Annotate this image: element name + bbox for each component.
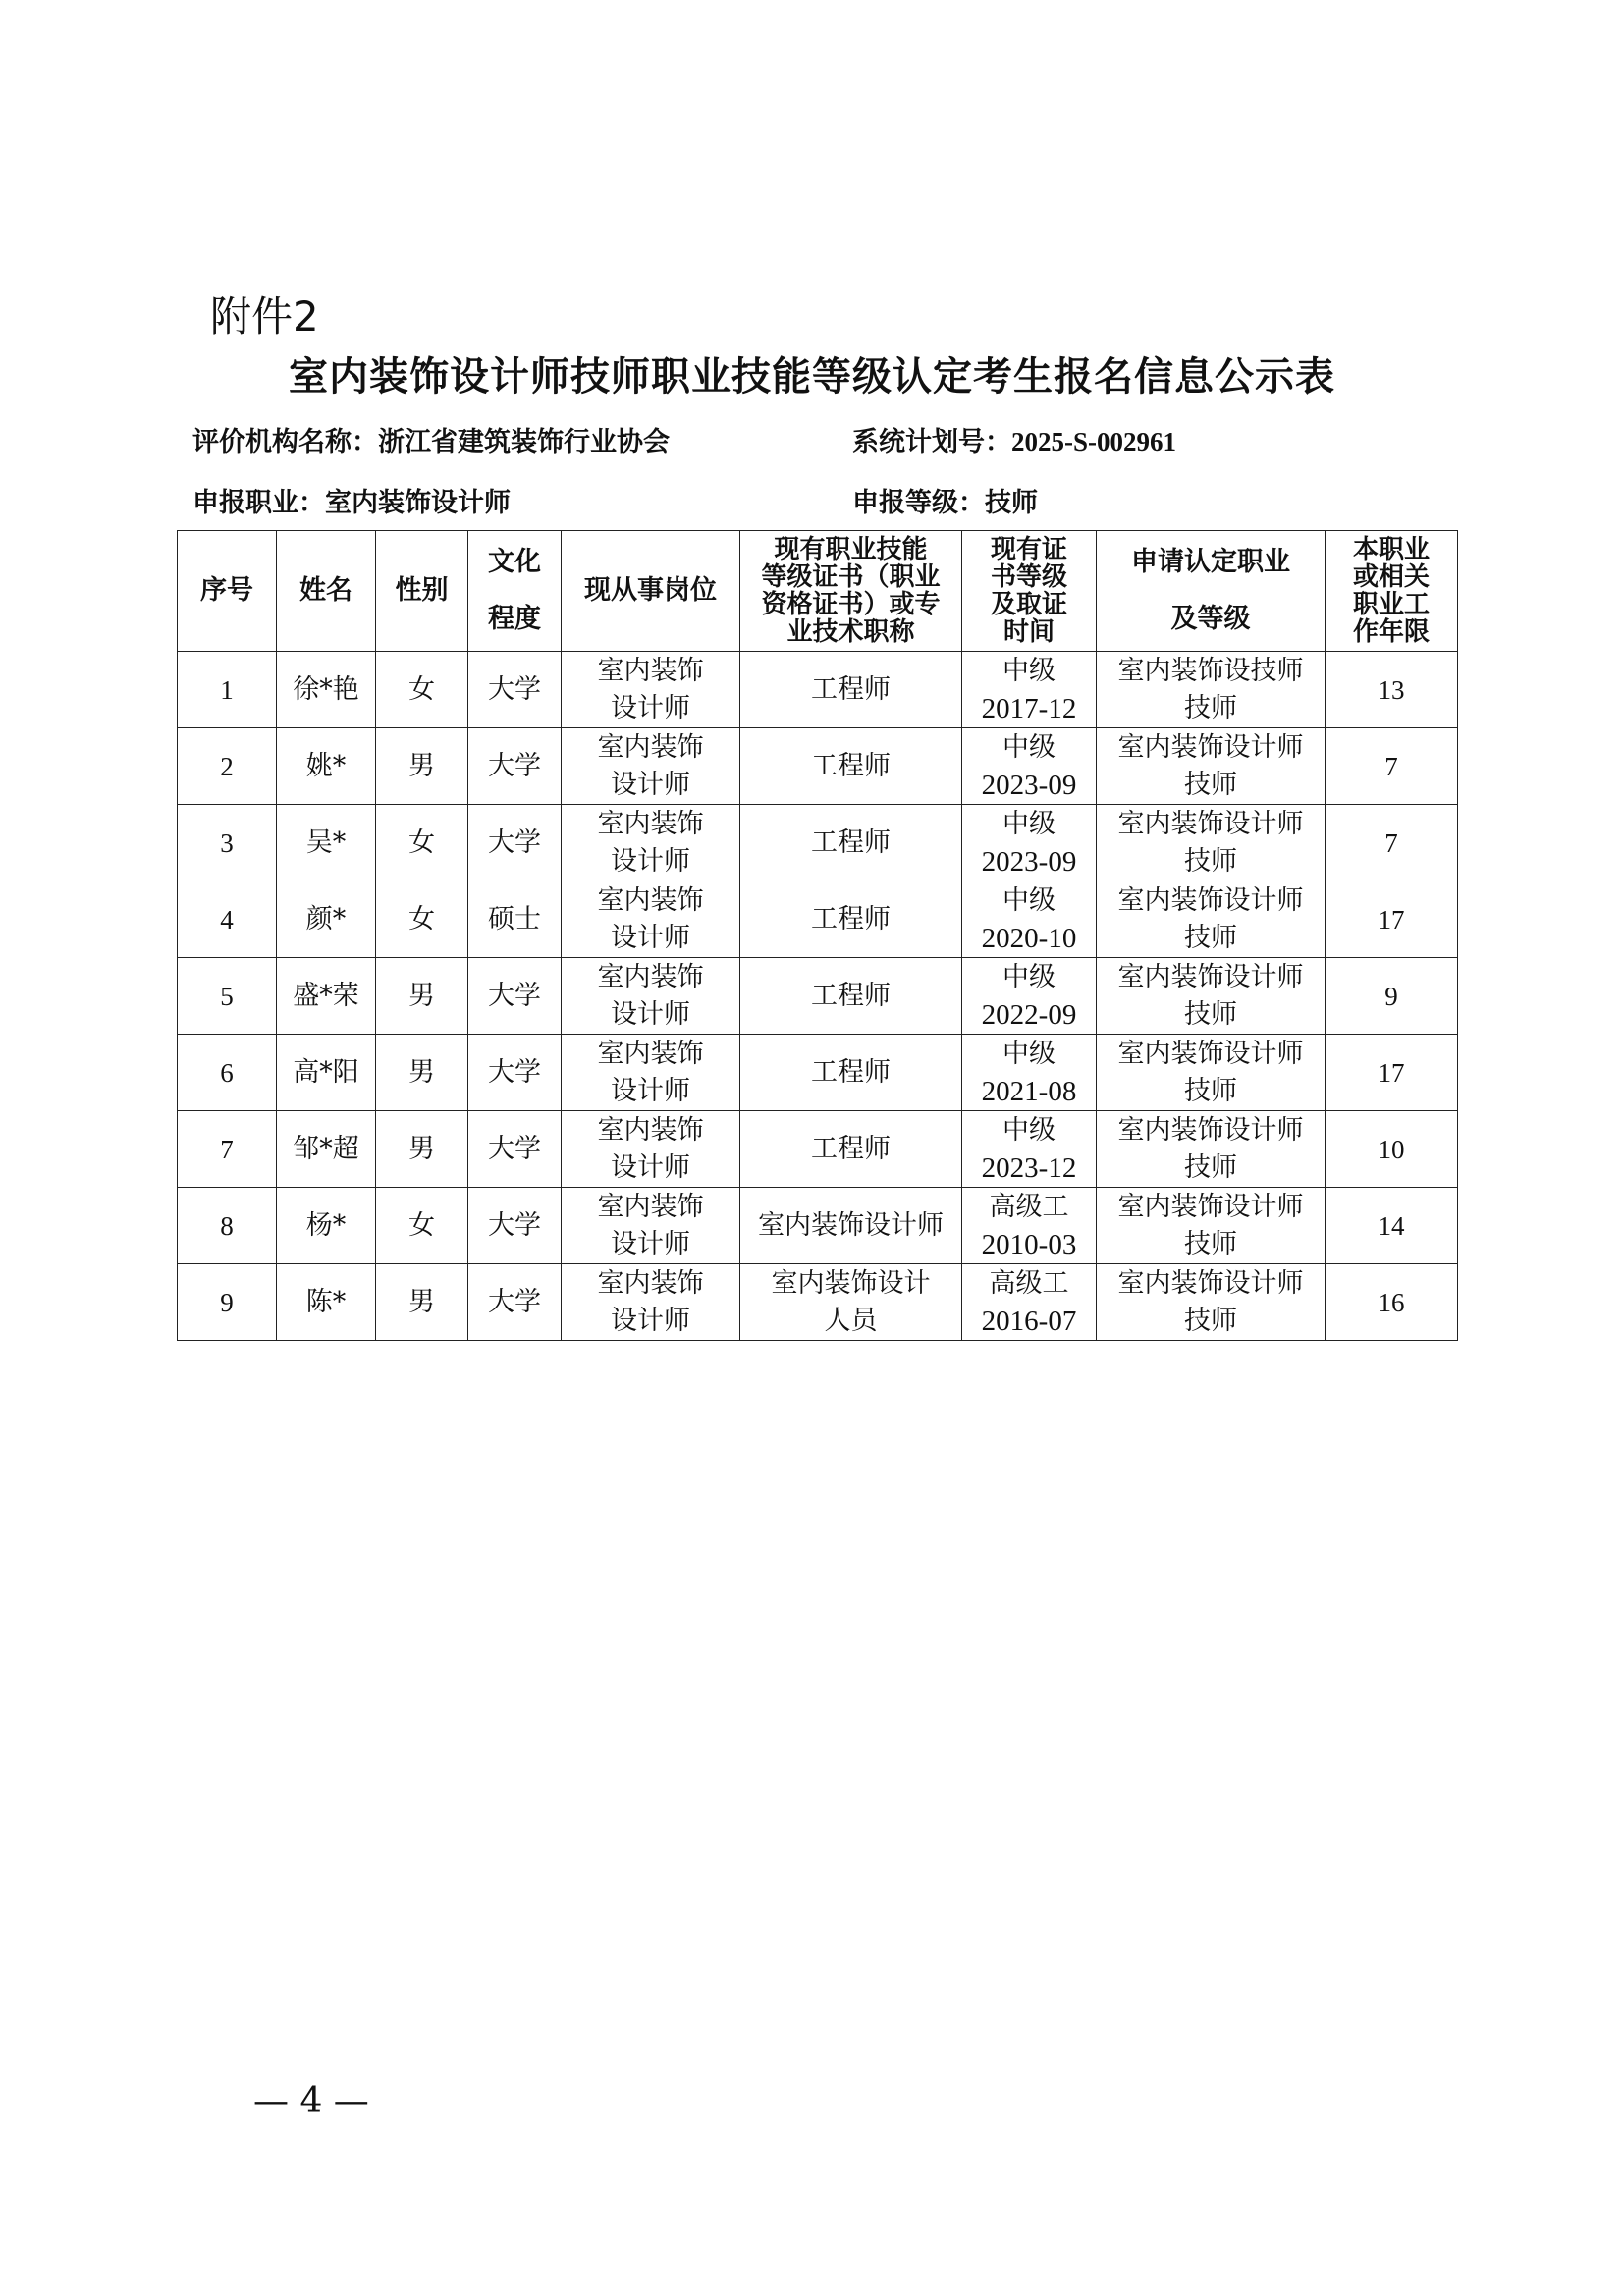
cell-certificate <box>740 1035 962 1111</box>
cell-apply-line: 技师 <box>1184 692 1237 723</box>
cell-position-line: 设计师 <box>611 1305 690 1336</box>
cell-apply-level <box>1097 652 1326 728</box>
cell-work-years: 14 <box>1326 1188 1458 1264</box>
cell-apply-level <box>1097 728 1326 805</box>
cell-apply-line: 技师 <box>1184 769 1237 800</box>
cell-cert-date: 2021-08 <box>981 1075 1077 1107</box>
cell-work-years: 9 <box>1326 958 1458 1035</box>
cell-name: 吴* <box>277 805 376 881</box>
header-cert-level-line: 书等级 <box>990 562 1067 592</box>
header-cert-level-line: 及取证 <box>990 590 1067 619</box>
cell-certificate <box>740 1264 962 1341</box>
cell-position <box>562 728 740 805</box>
cell-education: 大学 <box>468 728 562 805</box>
cell-gender: 男 <box>376 728 468 805</box>
cell-cert-level: 中级 <box>1002 731 1056 763</box>
cell-position <box>562 1111 740 1188</box>
table-row <box>178 1111 1458 1188</box>
cell-cert-level-time <box>962 1035 1097 1111</box>
cell-certificate-line: 工程师 <box>811 903 891 934</box>
header-apply-line: 申请认定职业 <box>1131 547 1290 577</box>
cell-work-years: 7 <box>1326 728 1458 805</box>
header-certificate-line: 资格证书）或专 <box>761 590 941 619</box>
cell-apply-line: 技师 <box>1184 998 1237 1030</box>
cell-apply-level <box>1097 958 1326 1035</box>
cell-position <box>562 652 740 728</box>
cell-apply-line: 室内装饰设计师 <box>1117 884 1304 916</box>
page-title: 室内装饰设计师技师职业技能等级认定考生报名信息公示表 <box>289 353 1335 400</box>
header-cert-level-line: 现有证 <box>990 535 1067 564</box>
cell-certificate-line: 人员 <box>824 1305 878 1336</box>
cell-education: 硕士 <box>468 881 562 958</box>
cell-apply-line: 室内装饰设计师 <box>1117 808 1304 839</box>
cell-certificate-line: 工程师 <box>811 1133 891 1164</box>
cell-cert-level-time <box>962 652 1097 728</box>
cell-apply-line: 技师 <box>1184 1075 1237 1106</box>
cell-apply-line: 室内装饰设计师 <box>1117 1114 1304 1146</box>
cell-apply-line: 室内装饰设计师 <box>1117 961 1304 992</box>
cell-position <box>562 881 740 958</box>
cell-gender: 男 <box>376 958 468 1035</box>
cell-cert-date: 2023-09 <box>981 769 1077 801</box>
cell-cert-level-time <box>962 1264 1097 1341</box>
cell-apply-line: 技师 <box>1184 1151 1237 1183</box>
cell-education: 大学 <box>468 805 562 881</box>
cell-seq: 1 <box>178 652 277 728</box>
cell-work-years: 13 <box>1326 652 1458 728</box>
cell-certificate <box>740 1111 962 1188</box>
org-info <box>192 420 670 458</box>
cell-seq: 7 <box>178 1111 277 1188</box>
cell-position-line: 设计师 <box>611 998 690 1030</box>
cell-certificate-line: 工程师 <box>811 750 891 781</box>
cell-position-line: 室内装饰 <box>597 1114 704 1146</box>
cell-cert-date: 2010-03 <box>981 1228 1077 1260</box>
cell-work-years: 17 <box>1326 881 1458 958</box>
cell-certificate <box>740 652 962 728</box>
header-cert-level-time <box>962 531 1097 652</box>
page-number: — 4 — <box>253 2081 369 2121</box>
header-seq: 序号 <box>178 531 277 652</box>
header-years-line: 作年限 <box>1352 617 1430 647</box>
cell-cert-level: 中级 <box>1002 961 1056 992</box>
cell-cert-level: 高级工 <box>989 1191 1069 1222</box>
occupation-label: 申报职业： <box>192 488 325 518</box>
table-header-row <box>178 531 1458 652</box>
cell-certificate-line: 室内装饰设计 <box>771 1267 931 1299</box>
cell-education: 大学 <box>468 1264 562 1341</box>
cell-cert-date: 2023-09 <box>981 845 1077 878</box>
plan-value: 2025-S-002961 <box>1011 427 1176 456</box>
cell-gender: 男 <box>376 1111 468 1188</box>
cell-seq: 4 <box>178 881 277 958</box>
header-apply-level <box>1097 531 1326 652</box>
cell-certificate-line: 工程师 <box>811 1056 891 1088</box>
header-education-line: 文化 <box>488 547 541 577</box>
cell-name: 盛*荣 <box>277 958 376 1035</box>
cell-cert-level-time <box>962 958 1097 1035</box>
cell-apply-level <box>1097 1111 1326 1188</box>
table-row <box>178 728 1458 805</box>
table-row <box>178 1264 1458 1341</box>
cell-apply-line: 技师 <box>1184 1228 1237 1259</box>
cell-cert-level-time <box>962 881 1097 958</box>
cell-name: 徐*艳 <box>277 652 376 728</box>
cell-apply-level <box>1097 1264 1326 1341</box>
cell-education: 大学 <box>468 1111 562 1188</box>
cell-apply-line: 技师 <box>1184 922 1237 953</box>
cell-education: 大学 <box>468 652 562 728</box>
cell-work-years: 10 <box>1326 1111 1458 1188</box>
cell-position-line: 室内装饰 <box>597 731 704 763</box>
header-education-line: 程度 <box>488 604 541 634</box>
cell-certificate-line: 工程师 <box>811 673 891 705</box>
plan-info <box>852 420 1176 458</box>
cell-gender: 女 <box>376 1188 468 1264</box>
header-years-line: 本职业 <box>1352 535 1430 564</box>
table-row <box>178 958 1458 1035</box>
cell-apply-line: 技师 <box>1184 1305 1237 1336</box>
cell-position <box>562 958 740 1035</box>
cell-position-line: 室内装饰 <box>597 1191 704 1222</box>
header-certificate-line: 等级证书（职业 <box>761 562 941 592</box>
cell-certificate <box>740 958 962 1035</box>
cell-cert-level: 高级工 <box>989 1267 1069 1299</box>
table-row <box>178 881 1458 958</box>
cell-apply-line: 室内装饰设技师 <box>1117 655 1304 686</box>
table-row <box>178 652 1458 728</box>
table-row <box>178 1188 1458 1264</box>
cell-cert-level: 中级 <box>1002 655 1056 686</box>
cell-name: 高*阳 <box>277 1035 376 1111</box>
level-value: 技师 <box>985 488 1038 518</box>
candidate-table <box>177 530 1458 1341</box>
header-apply-line: 及等级 <box>1170 604 1251 634</box>
cell-seq: 9 <box>178 1264 277 1341</box>
cell-cert-level-time <box>962 1188 1097 1264</box>
cell-gender: 男 <box>376 1035 468 1111</box>
cell-certificate <box>740 1188 962 1264</box>
header-gender: 性别 <box>376 531 468 652</box>
cell-position-line: 室内装饰 <box>597 655 704 686</box>
cell-cert-date: 2020-10 <box>981 922 1077 954</box>
cell-seq: 8 <box>178 1188 277 1264</box>
header-position: 现从事岗位 <box>562 531 740 652</box>
cell-name: 颜* <box>277 881 376 958</box>
attachment-label: 附件2 <box>210 293 319 341</box>
header-years-line: 职业工 <box>1352 590 1430 619</box>
cell-work-years: 16 <box>1326 1264 1458 1341</box>
cell-certificate <box>740 881 962 958</box>
cell-apply-level <box>1097 1188 1326 1264</box>
cell-cert-date: 2016-07 <box>981 1305 1077 1337</box>
cell-cert-level-time <box>962 805 1097 881</box>
cell-apply-line: 技师 <box>1184 845 1237 877</box>
header-certificate-line: 业技术职称 <box>786 617 915 647</box>
cell-cert-level-time <box>962 728 1097 805</box>
cell-position <box>562 1035 740 1111</box>
cell-name: 杨* <box>277 1188 376 1264</box>
cell-certificate <box>740 728 962 805</box>
cell-position <box>562 1188 740 1264</box>
table-row <box>178 1035 1458 1111</box>
cell-education: 大学 <box>468 1035 562 1111</box>
cell-gender: 男 <box>376 1264 468 1341</box>
cell-cert-date: 2023-12 <box>981 1151 1077 1184</box>
cell-cert-level: 中级 <box>1002 1038 1056 1069</box>
plan-label: 系统计划号： <box>852 427 1011 457</box>
cell-gender: 女 <box>376 652 468 728</box>
table-row <box>178 805 1458 881</box>
occupation-value: 室内装饰设计师 <box>325 488 511 518</box>
cell-apply-level <box>1097 1035 1326 1111</box>
header-cert-level-line: 时间 <box>1002 617 1055 647</box>
cell-apply-line: 室内装饰设计师 <box>1117 1191 1304 1222</box>
header-name: 姓名 <box>277 531 376 652</box>
cell-cert-level: 中级 <box>1002 1114 1056 1146</box>
cell-position <box>562 1264 740 1341</box>
header-certificate-line: 现有职业技能 <box>774 535 928 564</box>
org-value: 浙江省建筑装饰行业协会 <box>378 427 670 457</box>
cell-apply-level <box>1097 881 1326 958</box>
header-work-years <box>1326 531 1458 652</box>
cell-position-line: 设计师 <box>611 692 690 723</box>
org-label: 评价机构名称： <box>192 427 378 457</box>
cell-cert-date: 2017-12 <box>981 692 1077 724</box>
cell-name: 邹*超 <box>277 1111 376 1188</box>
cell-apply-line: 室内装饰设计师 <box>1117 1038 1304 1069</box>
cell-gender: 女 <box>376 881 468 958</box>
cell-education: 大学 <box>468 958 562 1035</box>
cell-cert-date: 2022-09 <box>981 998 1077 1031</box>
cell-position-line: 设计师 <box>611 845 690 877</box>
cell-apply-level <box>1097 805 1326 881</box>
cell-position-line: 设计师 <box>611 922 690 953</box>
cell-certificate-line: 室内装饰设计师 <box>758 1209 944 1241</box>
cell-education: 大学 <box>468 1188 562 1264</box>
cell-position-line: 室内装饰 <box>597 1038 704 1069</box>
level-label: 申报等级： <box>852 488 985 518</box>
cell-apply-line: 室内装饰设计师 <box>1117 731 1304 763</box>
cell-position-line: 室内装饰 <box>597 884 704 916</box>
cell-position-line: 设计师 <box>611 769 690 800</box>
header-certificate <box>740 531 962 652</box>
cell-position <box>562 805 740 881</box>
cell-position-line: 室内装饰 <box>597 808 704 839</box>
header-education <box>468 531 562 652</box>
cell-apply-line: 室内装饰设计师 <box>1117 1267 1304 1299</box>
cell-certificate-line: 工程师 <box>811 827 891 858</box>
cell-work-years: 17 <box>1326 1035 1458 1111</box>
cell-position-line: 室内装饰 <box>597 1267 704 1299</box>
occupation-info <box>192 481 511 519</box>
cell-seq: 5 <box>178 958 277 1035</box>
cell-cert-level: 中级 <box>1002 884 1056 916</box>
cell-name: 姚* <box>277 728 376 805</box>
cell-position-line: 室内装饰 <box>597 961 704 992</box>
cell-seq: 2 <box>178 728 277 805</box>
cell-position-line: 设计师 <box>611 1075 690 1106</box>
cell-cert-level: 中级 <box>1002 808 1056 839</box>
cell-certificate-line: 工程师 <box>811 980 891 1011</box>
cell-cert-level-time <box>962 1111 1097 1188</box>
header-years-line: 或相关 <box>1352 562 1430 592</box>
cell-position-line: 设计师 <box>611 1228 690 1259</box>
cell-seq: 3 <box>178 805 277 881</box>
cell-gender: 女 <box>376 805 468 881</box>
cell-work-years: 7 <box>1326 805 1458 881</box>
cell-name: 陈* <box>277 1264 376 1341</box>
cell-position-line: 设计师 <box>611 1151 690 1183</box>
level-info <box>852 481 1038 519</box>
cell-seq: 6 <box>178 1035 277 1111</box>
cell-certificate <box>740 805 962 881</box>
